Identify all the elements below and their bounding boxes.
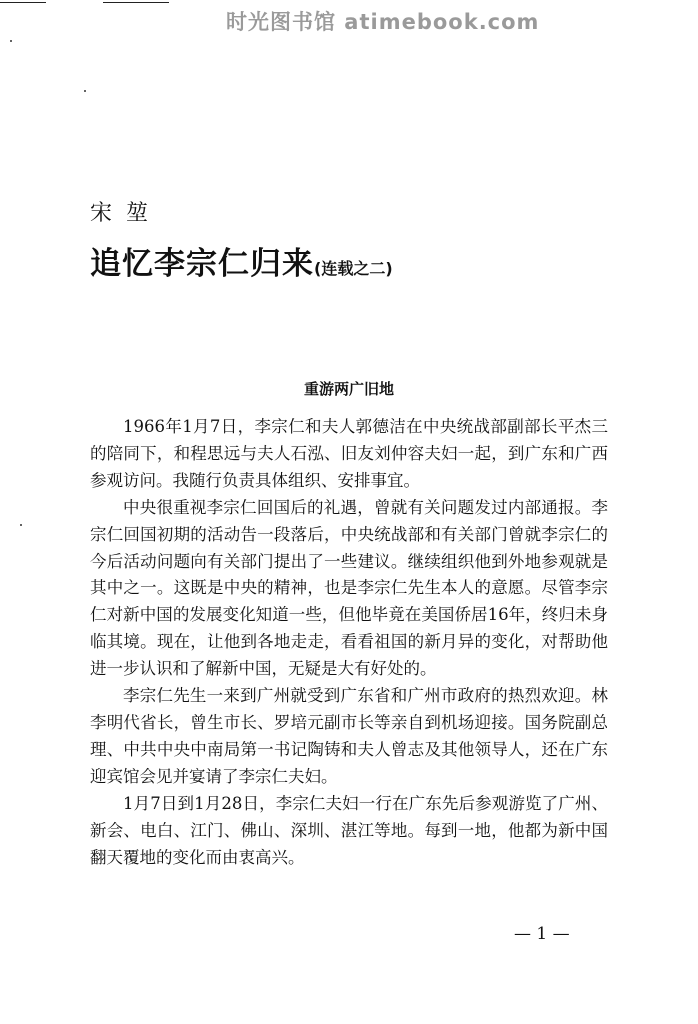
top-rule-left (0, 2, 46, 3)
scan-speck (84, 90, 86, 92)
title-block (90, 238, 393, 283)
article-title: 追忆李宗仁归来 (90, 246, 314, 282)
paragraph: 中央很重视李宗仁回国后的礼遇，曾就有关问题发过内部通报。李宗仁回国初期的活动告一段落后，中央统战部和有关部门曾就李宗仁的今后活动问题向有关部门提出了一些建议。继续组织他到外地参观就是其中之一。这既是中央的精神，也是李宗仁先生本人的意愿。尽管李宗仁对新中国的发展变化知道一些，但他毕竟在美国侨居16年，终归未身临其境。现在，让他到各地走走，看看祖国的新月异的变化，对帮助他进一步认识和了解新中国，无疑是大有好处的。 (90, 497, 608, 679)
section-heading: 重游两广旧地 (303, 380, 394, 398)
paragraph: 1966年1月7日，李宗仁和夫人郭德洁在中央统战部副部长平杰三的陪同下，和程思远与夫人石泓、旧友刘仲容夫妇一起，到广东和广西参观访问。我随行负责具体组织、安排事宜。 (90, 417, 608, 490)
watermark: 时光图书馆 atimebook.com (226, 10, 540, 34)
article-body (90, 414, 608, 871)
paragraph: 1月7日到1月28日，李宗仁夫妇一行在广东先后参观游览了广州、新会、电白、江门、佛山、深圳、湛江等地。每到一地，他都为新中国翻天覆地的变化而由衷高兴。 (90, 793, 608, 867)
article-author: 宋堃 (90, 201, 163, 226)
scan-speck (20, 524, 22, 526)
top-rule-middle (103, 2, 169, 3)
article-subtitle: (连载之二) (314, 259, 393, 278)
page-number: — 1 — (514, 924, 570, 944)
scan-speck (10, 40, 12, 42)
paragraph: 李宗仁先生一来到广州就受到广东省和广州市政府的热烈欢迎。林李明代省长，曾生市长、罗培元副市长等亲自到机场迎接。国务院副总理、中共中央中南局第一书记陶铸和夫人曾志及其他领导人，还在广东迎宾馆会见并宴请了李宗仁夫妇。 (90, 686, 608, 786)
